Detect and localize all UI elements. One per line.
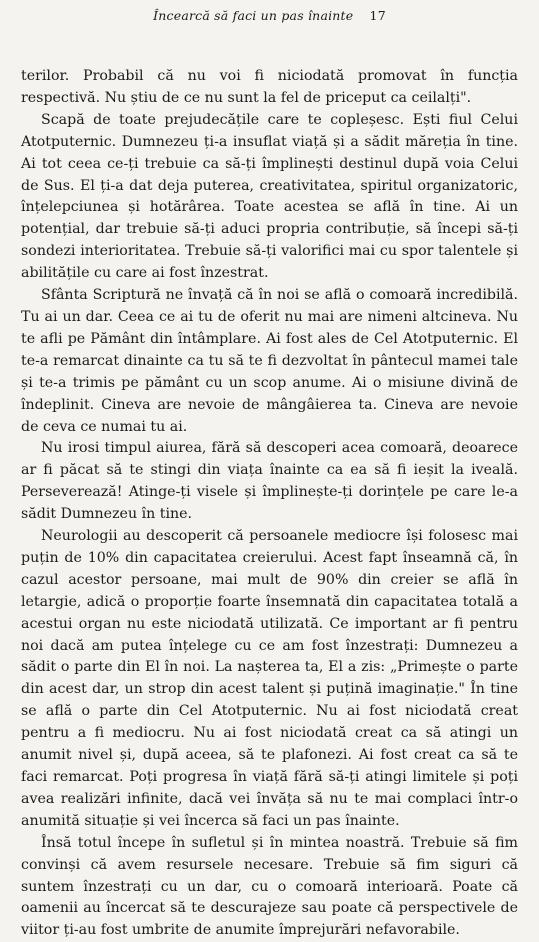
body-text [21,66,518,942]
paragraph: Nu irosi timpul aiurea, fără să descoperi acea comoară, deoarece ar fi păcat să te stingi din viața înainte ca ea să fi ieșit la iveală. Perseverează! Atinge-ți visele și împlinește-ți dorințele pe care le-a sădit Dumnezeu în tine. [21,440,518,523]
paragraph: Neurologii au descoperit că persoanele mediocre își folosesc mai puțin de 10% din capacitatea creierului. Acest fapt înseamnă că, în cazul acestor persoane, mai mult de 90% din creier se află în letargie, adică o proporție foarte însemnată din capacitatea totală a acestui organ nu este niciodată utilizată. Ce important ar fi pentru noi dacă am putea înțelege cu ce am fost înzestrați: Dumnezeu a sădit o parte din El în noi. La nașterea ta, El a zis: „Primește o parte din acest dar, un strop din acest talent și puțină imaginație." În tine se află o parte din Cel Atotputernic. Nu ai fost niciodată creat pentru a fi mediocru. Nu ai fost niciodată creat ca să atingi un anumit nivel și, după aceea, să te plafonezi. Ai fost creat ca să te faci remarcat. Poți progresa în viață fără să-ți atingi limitele și poți avea realizări infinite, dacă vei învăța să nu te mai complaci într-o anumită situație și vei încerca să faci un pas înainte. [21,528,518,829]
paragraph: Sfânta Scriptură ne învață că în noi se află o comoară incredibilă. Tu ai un dar. Ceea ce ai tu de oferit nu mai are nimeni altcineva. Nu te afli pe Pământ din întâmplare. Ai fost ales de Cel Atotputernic. El te-a remarcat dinainte ca tu să te fi dezvoltat în pântecul mamei tale și te-a trimis pe pământ cu un scop anume. Ai o misiune divină de îndeplinit. Cineva are nevoie de mângâierea ta. Cineva are nevoie de ceva ce numai tu ai. [21,287,518,435]
paragraph: Scapă de toate prejudecățile care te copleșesc. Ești fiul Celui Atotputernic. Dumnezeu ți-a insuflat viață și a sădit măreția în tine. Ai tot ceea ce-ți trebuie ca să-ți împlinești destinul după voia Celui de Sus. El ți-a dat deja puterea, creativitatea, spiritul organizatoric, înțelepciunea și hotărârea. Toate acestea se află în tine. Ai un potențial, dar trebuie să-ți aduci propria contribuție, să începi să-ți sondezi interioritatea. Trebuie să-ți valorifici mai cu spor talentele și abilitățile cu care ai fost înzestrat. [21,111,518,282]
chapter-title: Încearcă să faci un pas înainte [153,8,354,23]
paragraph: Însă totul începe în sufletul și în mintea noastră. Trebuie să fim convinși că avem resursele necesare. Trebuie să fim siguri că suntem înzestrați cu un dar, cu o comoară interioară. Poate că oamenii au încercat să te descurajeze sau poate că perspectivele de viitor ți-au fost umbrite de anumite împrejurări nefavorabile. [21,834,518,939]
page-number: 17 [369,8,386,23]
paragraph-continued: terilor. Probabil că nu voi fi niciodată promovat în funcția respectivă. Nu știu de ce nu sunt la fel de priceput ca ceilalți". [21,68,518,106]
running-header [0,8,539,23]
